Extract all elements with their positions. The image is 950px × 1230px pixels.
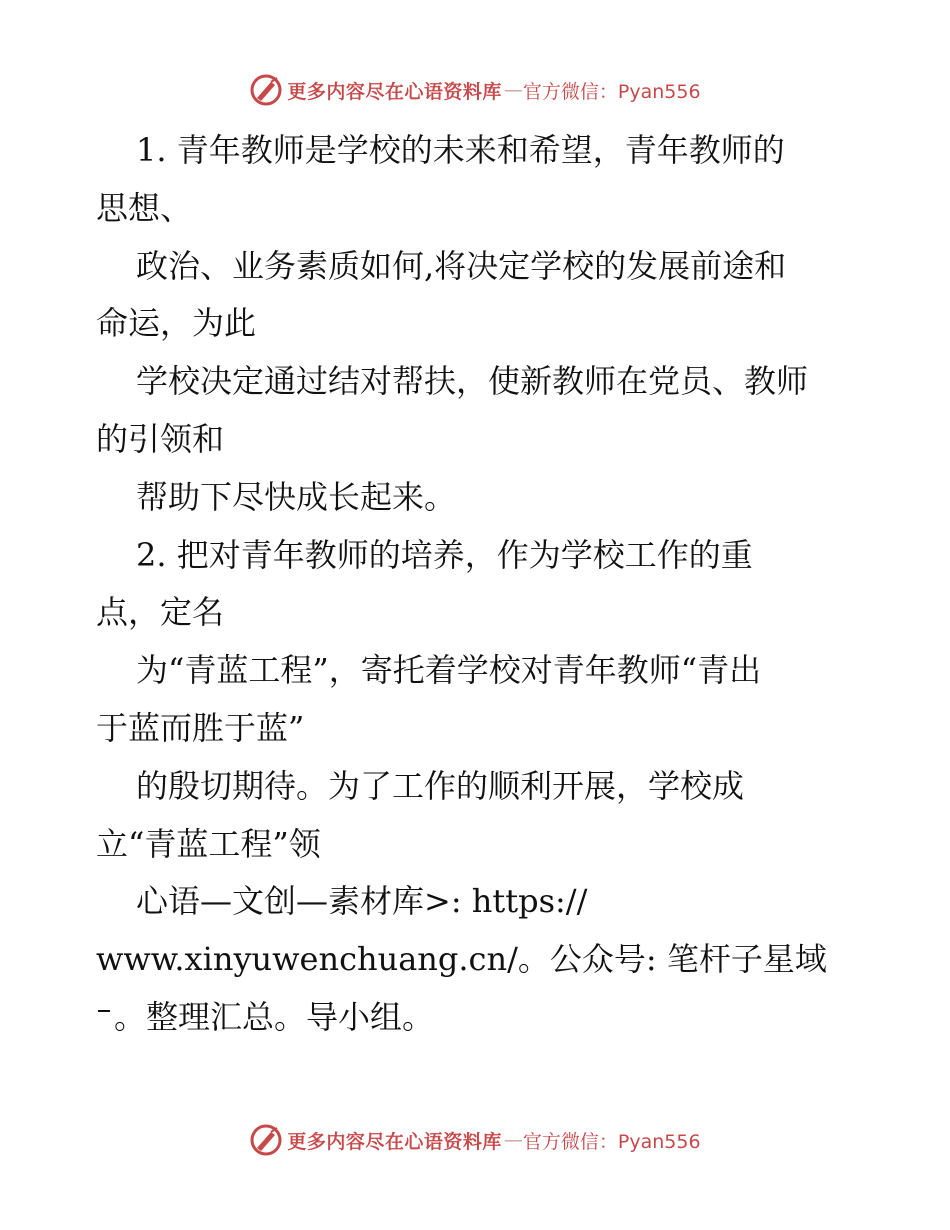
footer-wechat-text: 官方微信：Pyan556 — [522, 1130, 701, 1153]
footer-watermark — [0, 1120, 950, 1160]
body-line: 立“青蓝工程”领 — [96, 824, 321, 863]
document-body — [96, 122, 856, 1047]
body-line: 的引领和 — [96, 419, 225, 458]
body-line: 点，定名 — [96, 593, 225, 632]
body-line: 政治、业务素质如何,将决定学校的发展前途和 — [136, 246, 787, 285]
body-line-text: 。整理汇总。导小组。 — [114, 997, 435, 1036]
body-line-last — [96, 989, 856, 1047]
body-line: 于蓝而胜于蓝” — [96, 708, 305, 747]
body-line: 心语—文创—素材库>: https:// — [136, 882, 588, 921]
body-line: 命运，为此 — [96, 304, 257, 343]
body-line: 2. 把对青年教师的培养，作为学校工作的重 — [136, 535, 753, 574]
stray-mark — [96, 1000, 114, 1028]
header-watermark — [0, 70, 950, 110]
footer-separator: — — [503, 1129, 523, 1151]
body-line: 学校决定通过结对帮扶，使新教师在党员、教师 — [136, 362, 809, 401]
body-line: 为“青蓝工程”，寄托着学校对青年教师“青出 — [136, 651, 762, 690]
body-line: www.xinyuwenchuang.cn/。公众号: 笔杆子星域 — [96, 940, 827, 979]
footer-main-text: 更多内容尽在心语资料库 — [287, 1130, 502, 1153]
pen-logo-icon — [249, 73, 283, 107]
body-line: 帮助下尽快成长起来。 — [136, 477, 457, 516]
body-line: 的殷切期待。为了工作的顺利开展，学校成 — [136, 766, 745, 805]
header-separator: — — [503, 79, 523, 101]
body-line: 思想、 — [96, 188, 193, 227]
header-main-text: 更多内容尽在心语资料库 — [287, 80, 502, 103]
body-line: 1. 青年教师是学校的未来和希望，青年教师的 — [136, 131, 785, 169]
pen-logo-icon — [249, 1123, 283, 1157]
header-wechat-text: 官方微信：Pyan556 — [522, 80, 701, 103]
